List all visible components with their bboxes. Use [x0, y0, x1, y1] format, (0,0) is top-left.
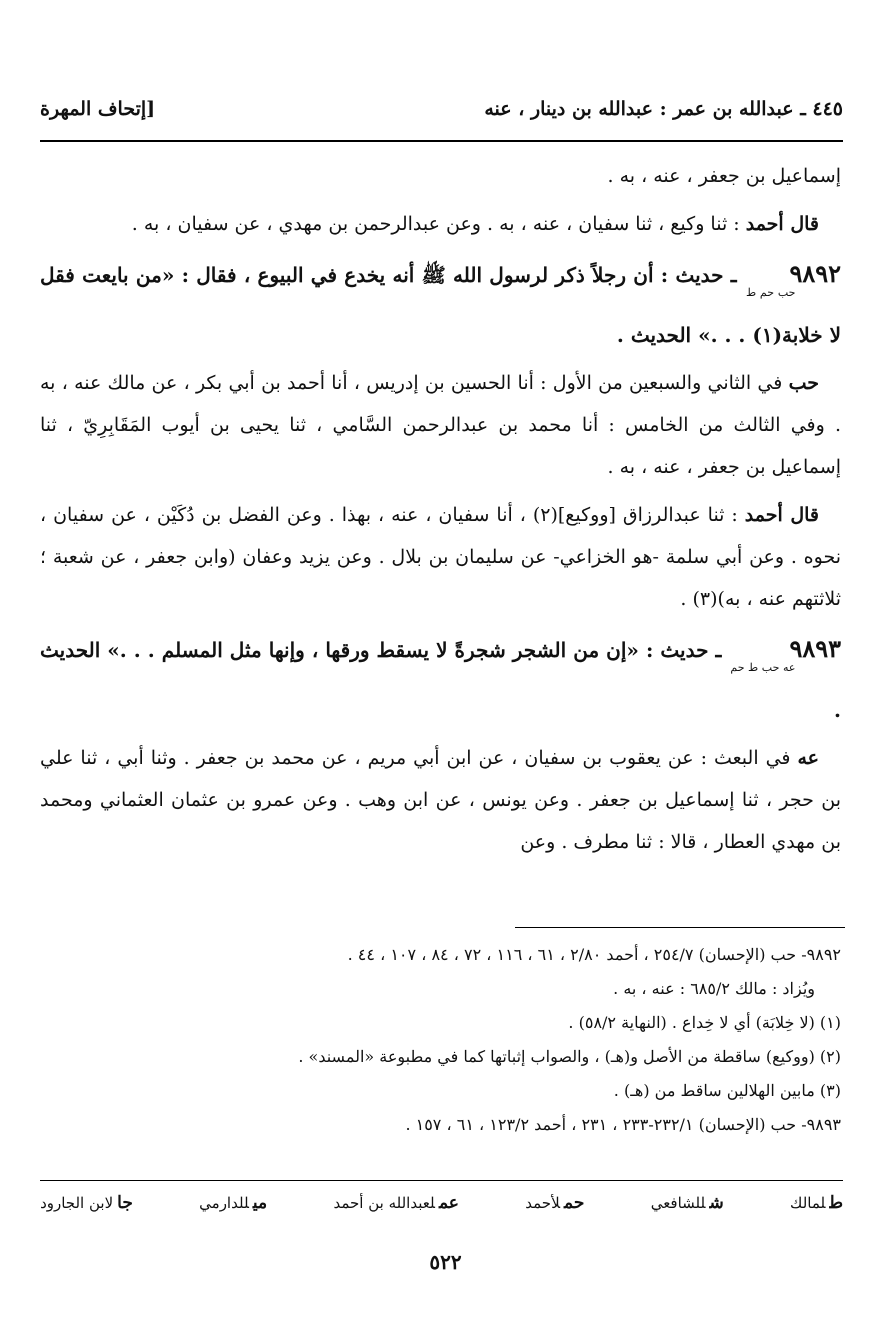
paragraph: عه في البعث : عن يعقوب بن سفيان ، عن ابن أبي مريم ، عن محمد بن جعفر . وثنا أبي ، ثنا علي بن حجر ، ثنا إسماعيل بن جعفر . وعن يونس ، عن ابن وهب . وعن عمرو بن عثمان العثماني ومحمد بن مهدي العطار ، قالا : ثنا مطرف . وعن — [40, 747, 841, 853]
hadith-number: ٩٨٩٢ — [789, 259, 842, 288]
legend-item: شللشافعي — [650, 1193, 724, 1213]
footnote: (١) (لا خِلابَة) أي لا خِداع . (النهاية ٥٨/٢) . — [568, 1013, 841, 1032]
page-number: ٥٢٢ — [429, 1250, 462, 1274]
legend-item: عملعبدالله بن أحمد — [333, 1193, 459, 1213]
legend-item: حملأحمد — [525, 1193, 585, 1213]
legend-rule — [40, 1180, 843, 1181]
legend-item: جالابن الجارود — [40, 1193, 133, 1213]
footnote: ٩٨٩٣- حب (الإحسان) ٢٣٢/١-٢٣٣ ، ٢٣١ ، أحمد ١٢٣/٢ ، ٦١ ، ١٥٧ . — [405, 1115, 841, 1134]
hadith-sigla: حب حم ط — [745, 286, 796, 299]
hadith-text: ـ حديث : أن رجلاً ذكر لرسول الله ﷺ أنه يخدع في البيوع ، فقال : «من بايعت فقل لا خلابة(١) . . .» الحديث . — [40, 263, 841, 347]
paragraph: قال أحمد : ثنا عبدالرزاق [ووكيع](٢) ، أنا سفيان ، عنه ، بهذا . وعن الفضل بن دُكَيْن ، عن سفيان ، نحوه . وعن أبي سلمة -هو الخزاعي- عن سليمان بن بلال . وعن يزيد وعفان (وابن جعفر ، عن شعبة ؛ ثلاثتهم عنه ، به)(٣) . — [40, 504, 841, 610]
footnote: ويُزاد : مالك ٦٨٥/٢ : عنه ، به . — [613, 979, 815, 998]
paragraph: حب في الثاني والسبعين من الأول : أنا الحسين بن إدريس ، أنا أحمد بن أبي بكر ، عن مالك عنه ، به . وفي الثالث من الخامس : أنا محمد بن عبدالرحمن السَّامي ، ثنا يحيى بن أيوب المَقَابِرِيّ ، ثنا إسماعيل بن جعفر ، عنه ، به . — [40, 372, 841, 478]
footnote-rule — [515, 927, 845, 928]
hadith-text: ـ حديث : «إن من الشجر شجرةً لا يسقط ورقها ، وإنها مثل المسلم . . .» الحديث . — [40, 638, 841, 722]
running-head — [40, 92, 843, 126]
legend-item: ميللدارمي — [199, 1193, 268, 1213]
header-rule — [40, 140, 843, 142]
abbreviation-legend — [40, 1193, 843, 1213]
paragraph: قال أحمد : ثنا وكيع ، ثنا سفيان ، عنه ، به . وعن عبدالرحمن بن مهدي ، عن سفيان ، به . — [131, 213, 819, 235]
hadith-number: ٩٨٩٣ — [789, 634, 841, 663]
footnote: (٢) (ووكيع) ساقطة من الأصل و(هـ) ، والصواب إثباتها كما في مطبوعة «المسند» . — [298, 1047, 841, 1066]
paragraph: إسماعيل بن جعفر ، عنه ، به . — [607, 165, 841, 187]
hadith-entry — [40, 628, 841, 731]
hadith-entry — [40, 253, 841, 356]
footnote: (٣) مابين الهلالين ساقط من (هـ) . — [613, 1081, 841, 1100]
hadith-sigla: عه حب ط حم — [730, 661, 796, 674]
running-head-chapter: ٤٤٥ ـ عبدالله بن عمر : عبدالله بن دينار ، عنه — [484, 98, 843, 120]
main-text — [40, 155, 841, 869]
footnote: ٩٨٩٢- حب (الإحسان) ٢٥٤/٧ ، أحمد ٢/٨٠ ، ٦١ ، ١١٦ ، ٧٢ ، ٨٤ ، ١٠٧ ، ٤٤ . — [347, 945, 841, 964]
footnotes — [40, 938, 841, 1142]
running-head-book-title: [إتحاف المهرة — [40, 98, 156, 120]
legend-item: طلمالك — [790, 1193, 843, 1213]
